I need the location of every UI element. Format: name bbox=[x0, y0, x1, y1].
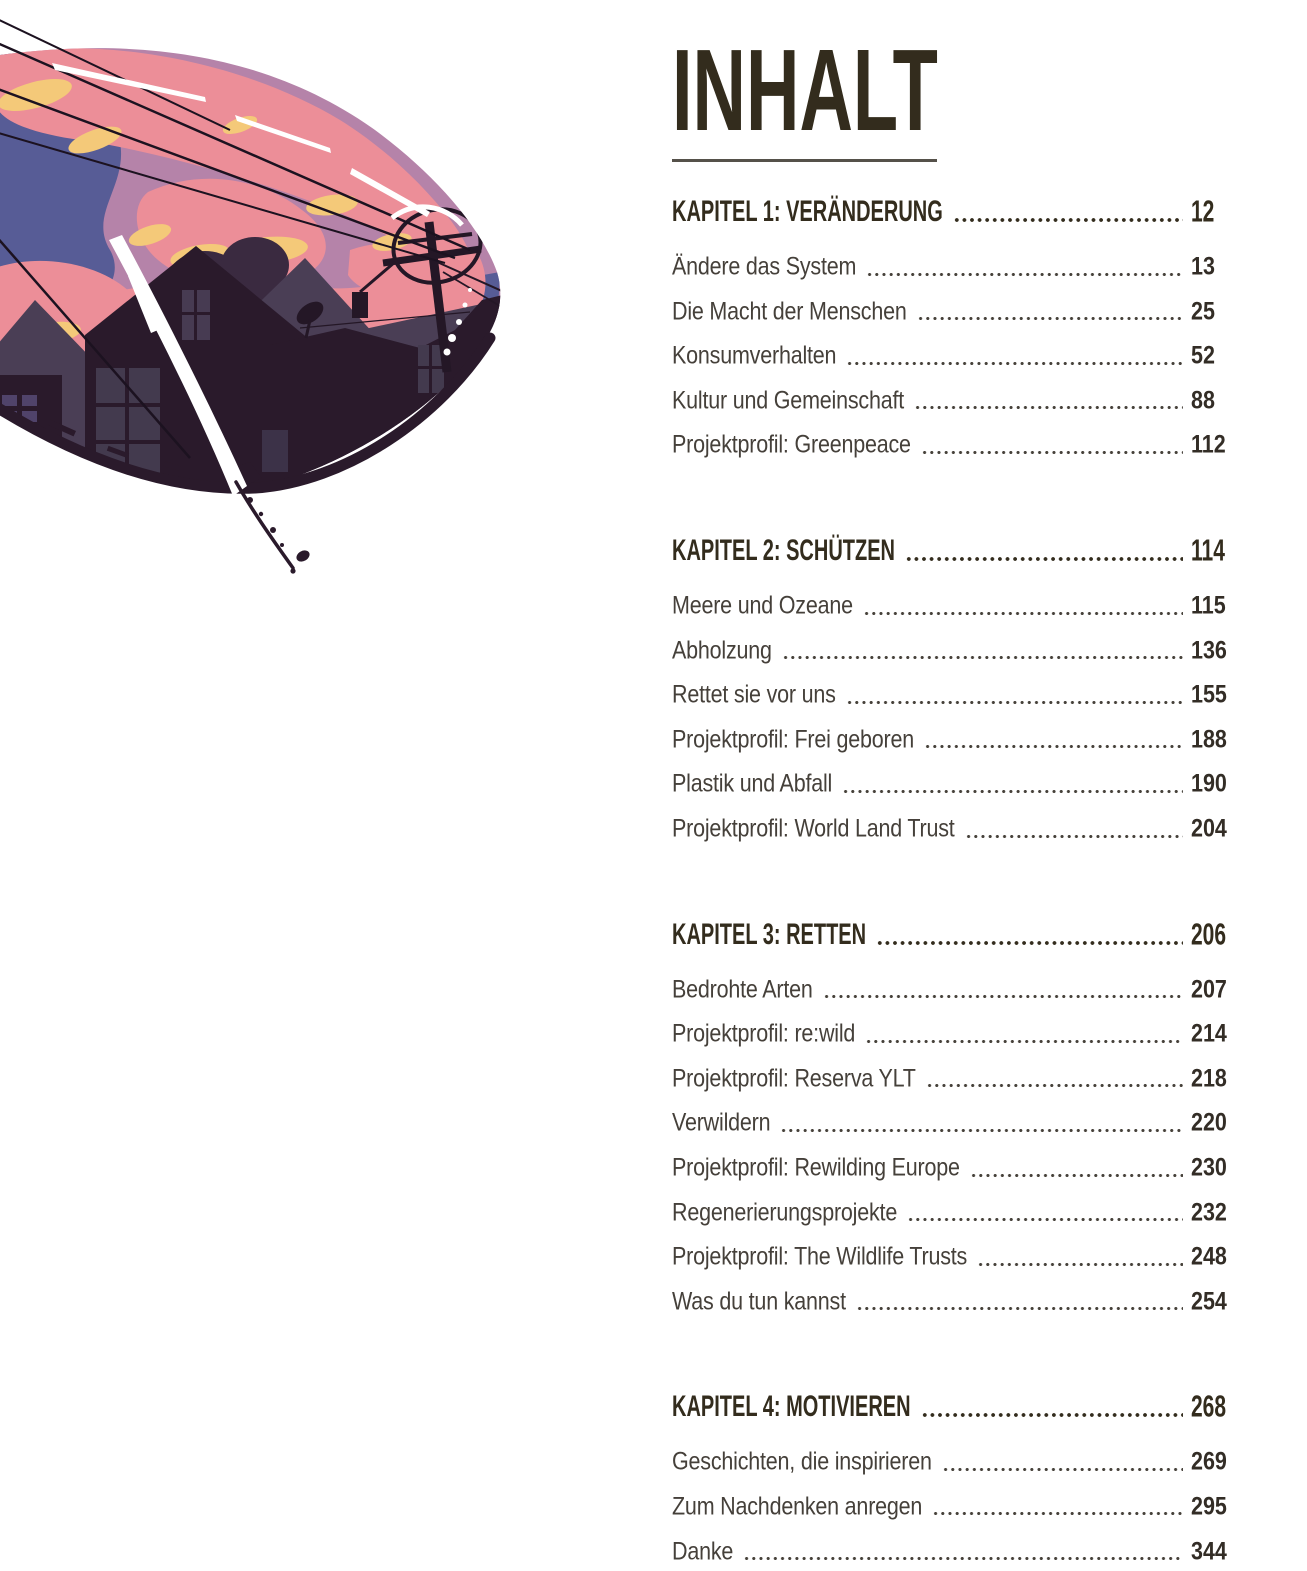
entry-label: Kultur und Gemeinschaft bbox=[672, 386, 905, 415]
dot-leader bbox=[926, 1083, 1183, 1088]
chapter-page-number: 268 bbox=[1191, 1390, 1227, 1424]
toc-entry-row bbox=[672, 759, 1237, 804]
dot-leader bbox=[914, 405, 1183, 410]
entry-page-number: 295 bbox=[1191, 1492, 1227, 1521]
chapter-page-number: 114 bbox=[1191, 534, 1225, 568]
ink-splatter bbox=[236, 482, 312, 574]
dot-leader bbox=[865, 1039, 1183, 1044]
toc-entry-row bbox=[672, 1054, 1237, 1099]
toc-entry-row bbox=[672, 1232, 1237, 1277]
entry-page-number: 188 bbox=[1191, 725, 1227, 754]
chapter-heading-row bbox=[672, 531, 1237, 569]
entry-label: Projektprofil: Greenpeace bbox=[672, 431, 911, 459]
entry-label: Plastik und Abfall bbox=[672, 770, 833, 798]
entry-page-number: 88 bbox=[1191, 386, 1215, 415]
dot-leader bbox=[823, 994, 1183, 999]
chapter-heading-row bbox=[672, 915, 1237, 953]
entry-label: Verwildern bbox=[672, 1109, 771, 1137]
entry-label: Projektprofil: re:wild bbox=[672, 1020, 856, 1048]
entry-page-number: 207 bbox=[1191, 975, 1227, 1004]
entry-label: Projektprofil: Frei geboren bbox=[672, 725, 914, 754]
dot-leader bbox=[970, 1173, 1183, 1178]
entry-label: Die Macht der Menschen bbox=[672, 297, 907, 326]
dot-leader bbox=[846, 361, 1183, 366]
dot-leader bbox=[863, 611, 1183, 616]
dot-leader bbox=[924, 744, 1183, 749]
dot-leader bbox=[780, 1128, 1183, 1133]
entry-page-number: 269 bbox=[1191, 1448, 1227, 1476]
toc-entry-row bbox=[672, 1143, 1237, 1188]
entry-label: Projektprofil: Reserva YLT bbox=[672, 1064, 916, 1093]
entry-page-number: 115 bbox=[1191, 591, 1226, 620]
dot-leader bbox=[842, 789, 1183, 794]
toc-entry-row bbox=[672, 670, 1237, 715]
entry-page-number: 230 bbox=[1191, 1153, 1227, 1182]
toc-entry-row bbox=[672, 376, 1237, 421]
dot-leader bbox=[921, 450, 1183, 455]
chapter-title: KAPITEL 1: VERÄNDERUNG bbox=[672, 195, 943, 229]
dot-leader bbox=[932, 1511, 1183, 1516]
entry-page-number: 190 bbox=[1191, 770, 1227, 798]
dot-leader bbox=[921, 1412, 1183, 1418]
toc-entry-row bbox=[672, 242, 1237, 287]
entry-page-number: 254 bbox=[1191, 1287, 1227, 1316]
entry-page-number: 112 bbox=[1191, 431, 1226, 459]
entry-label: Konsumverhalten bbox=[672, 342, 837, 370]
entry-page-number: 220 bbox=[1191, 1109, 1227, 1137]
entry-label: Was du tun kannst bbox=[672, 1287, 846, 1316]
toc-entry-row bbox=[672, 1098, 1237, 1143]
entry-label: Ändere das System bbox=[672, 252, 857, 281]
toc-entry-row bbox=[672, 1482, 1237, 1527]
entry-label: Rettet sie vor uns bbox=[672, 681, 836, 709]
toc-entry-row bbox=[672, 804, 1237, 849]
entry-label: Abholzung bbox=[672, 636, 772, 665]
toc-entry-row bbox=[672, 1277, 1237, 1322]
chapter-heading-row bbox=[672, 1387, 1237, 1425]
page-title bbox=[672, 0, 1237, 156]
dot-leader bbox=[953, 217, 1183, 223]
entry-label: Projektprofil: The Wildlife Trusts bbox=[672, 1243, 968, 1271]
table-of-contents bbox=[672, 0, 1237, 1571]
dot-leader bbox=[907, 1217, 1183, 1222]
entry-page-number: 155 bbox=[1191, 681, 1227, 709]
toc-entry-row bbox=[672, 420, 1237, 465]
entry-label: Danke bbox=[672, 1537, 734, 1566]
dot-leader bbox=[917, 316, 1183, 321]
dot-leader bbox=[965, 834, 1183, 839]
chapter-page-number: 12 bbox=[1191, 195, 1215, 229]
toc-entry-row bbox=[672, 1188, 1237, 1233]
toc-entry-row bbox=[672, 715, 1237, 760]
entry-page-number: 13 bbox=[1191, 252, 1215, 281]
toc-entry-row bbox=[672, 1009, 1237, 1054]
dot-leader bbox=[782, 655, 1183, 660]
toc-entry-row bbox=[672, 287, 1237, 332]
toc-entry-row bbox=[672, 626, 1237, 671]
dot-leader bbox=[743, 1556, 1183, 1561]
entry-page-number: 52 bbox=[1191, 342, 1215, 370]
entry-page-number: 232 bbox=[1191, 1198, 1227, 1227]
toc-entry-row bbox=[672, 331, 1237, 376]
dot-leader bbox=[977, 1262, 1183, 1267]
entry-label: Regenerierungsprojekte bbox=[672, 1198, 898, 1227]
entry-page-number: 136 bbox=[1191, 636, 1227, 665]
page-title-text: INHALT bbox=[672, 24, 938, 156]
entry-page-number: 214 bbox=[1191, 1020, 1227, 1048]
entry-label: Projektprofil: World Land Trust bbox=[672, 814, 955, 843]
dot-leader bbox=[856, 1306, 1183, 1311]
chapter-page-number: 206 bbox=[1191, 917, 1227, 952]
entry-label: Meere und Ozeane bbox=[672, 591, 853, 620]
chapter-title: KAPITEL 3: RETTEN bbox=[672, 918, 867, 952]
dot-leader bbox=[876, 940, 1183, 946]
entry-page-number: 25 bbox=[1191, 297, 1215, 326]
dot-leader bbox=[905, 556, 1183, 562]
entry-page-number: 344 bbox=[1191, 1537, 1227, 1566]
toc-entry-row bbox=[672, 581, 1237, 626]
entry-page-number: 204 bbox=[1191, 814, 1227, 843]
entry-page-number: 218 bbox=[1191, 1064, 1227, 1093]
entry-label: Geschichten, die inspirieren bbox=[672, 1448, 932, 1476]
toc-entry-row bbox=[672, 1437, 1237, 1482]
entry-label: Bedrohte Arten bbox=[672, 975, 813, 1004]
dot-leader bbox=[846, 700, 1183, 705]
entry-label: Projektprofil: Rewilding Europe bbox=[672, 1153, 960, 1182]
dot-leader bbox=[942, 1467, 1183, 1472]
entry-label: Zum Nachdenken anregen bbox=[672, 1492, 923, 1521]
chapter-heading-row bbox=[672, 192, 1237, 230]
sunset-neighborhood-illustration bbox=[0, 0, 540, 660]
title-underline bbox=[672, 159, 937, 162]
scene-inside-brush-shape bbox=[0, 25, 540, 535]
toc-entry-row bbox=[672, 965, 1237, 1010]
toc-entry-row bbox=[672, 1526, 1237, 1571]
entry-page-number: 248 bbox=[1191, 1243, 1227, 1271]
dot-leader bbox=[866, 272, 1183, 277]
chapter-title: KAPITEL 2: SCHÜTZEN bbox=[672, 534, 895, 568]
chapter-title: KAPITEL 4: MOTIVIEREN bbox=[672, 1390, 911, 1424]
